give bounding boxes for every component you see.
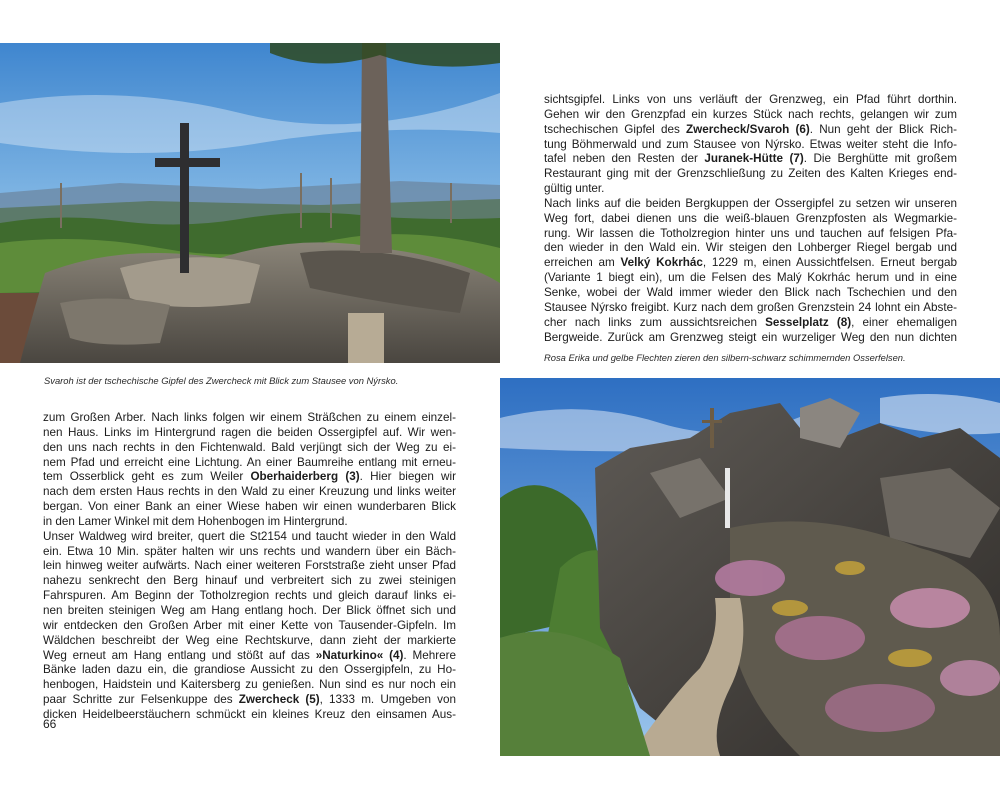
text-segment: Bänke laden dazu ein, die grandiose Aussicht zu den Ossergipfeln, zu Ho- xyxy=(43,663,456,677)
text-segment: Gehen wir den Grenzpfad ein kurzes Stück nach rechts, gelangen wir zum xyxy=(544,107,957,121)
text-segment: . Mehrere xyxy=(403,648,456,662)
text-segment: ein. Etwa 10 Min. später halten wir uns rechts und wandern über ein Bäch- xyxy=(43,544,456,558)
text-line xyxy=(544,241,957,256)
place-name: Sesselplatz (8) xyxy=(765,315,852,329)
text-segment: bergan. Von einer Bank an einer Wiese haben wir einen wunderbaren Blick xyxy=(43,500,456,514)
text-segment: paar Schritte zur Felsenkuppe des xyxy=(43,693,239,707)
text-line xyxy=(544,271,957,286)
place-name: Zwercheck/Svaroh (6) xyxy=(686,122,810,136)
text-segment: gültig unter. xyxy=(544,182,605,196)
text-line xyxy=(43,574,456,589)
text-line xyxy=(43,456,456,471)
text-line xyxy=(544,93,957,108)
text-line xyxy=(43,693,456,708)
text-segment: nach dem ersten Haus rechts in den Wald zu einer Kreuzung und links weiter xyxy=(43,485,456,499)
place-name: Zwercheck (5) xyxy=(238,693,320,707)
text-line xyxy=(43,530,456,545)
place-name: »Naturkino« (4) xyxy=(315,648,404,662)
text-segment: Senke, wobei der Wald immer wieder den Blick nach Tschechien und den xyxy=(544,285,957,299)
text-line xyxy=(43,426,456,441)
text-line xyxy=(43,500,456,515)
text-segment: henbogen, Haidstein und Kaitersberg zu genießen. Nun sind es nur noch ein xyxy=(43,678,456,692)
text-column-left xyxy=(43,411,456,723)
text-line xyxy=(43,678,456,693)
place-name: Oberhaiderberg (3) xyxy=(250,470,360,484)
text-segment: . Die Berghütte mit großem xyxy=(803,152,957,166)
text-segment: sichtsgipfel. Links von uns verläuft der Grenzweg, ein Pfad führt dorthin. xyxy=(544,93,957,106)
text-line xyxy=(544,212,957,227)
text-segment: zum Großen Arber. Nach links folgen wir einem Sträßchen zu einem einzel- xyxy=(43,411,456,424)
text-line xyxy=(544,138,957,153)
text-segment: tung Böhmerwald und zum Stausee von Nýrsko. Etwas weiter steht die Info- xyxy=(544,137,957,151)
place-name: Juranek-Hütte (7) xyxy=(704,152,804,166)
text-segment: wir entdecken den Großen Arber mit einer Kette von Tausender-Gipfeln. Im xyxy=(43,618,456,632)
text-line xyxy=(43,649,456,664)
text-line xyxy=(544,123,957,138)
text-line xyxy=(544,182,957,197)
text-line xyxy=(43,604,456,619)
text-segment: in den Lamer Winkel mit dem Hohenbogen im Hintergrund. xyxy=(43,514,348,528)
text-segment: (Variante 1 biegt ein), um die Felsen des Malý Kokrhác herum und in eine xyxy=(544,271,957,285)
text-line xyxy=(43,634,456,649)
text-segment: tafel neben den Resten der xyxy=(544,152,705,166)
text-line xyxy=(544,256,957,271)
text-segment: Stausee Nýrsko freigibt. Kurz nach dem großen Grenzstein 24 lohnt ein Abste- xyxy=(544,300,957,314)
text-line xyxy=(544,167,957,182)
text-line xyxy=(544,286,957,301)
text-line xyxy=(544,301,957,316)
photo-zwercheck-cross xyxy=(0,43,500,363)
text-segment: nen breiten steinigen Weg am Hang entlang hoch. Der Blick öffnet sich und xyxy=(43,603,456,617)
text-segment: Wäldchen beschreibt der Weg eine Rechtskurve, dann zieht der markierte xyxy=(43,633,456,647)
text-line xyxy=(544,152,957,167)
text-segment: den uns nach rechts in den Fichtenwald. Bald verjüngt sich der Weg zu ei- xyxy=(43,440,456,454)
text-segment: nem Pfad und erreicht eine Lichtung. An einer Baumreihe entlang mit erneu- xyxy=(43,455,456,469)
text-line xyxy=(43,441,456,456)
page-number: 66 xyxy=(43,717,57,731)
text-segment: lein hinweg weiter aufwärts. Nach einer weiteren Forststraße zieht unser Pfad xyxy=(43,559,456,573)
text-segment: tem Osserblick geht es zum Weiler xyxy=(43,470,251,484)
place-name: Velký Kokrhác xyxy=(620,256,703,270)
text-segment: cher nach links zum aussichtsreichen xyxy=(544,315,766,329)
text-segment: tschechischen Gipfel des xyxy=(544,122,687,136)
text-segment: Nach links auf die beiden Bergkuppen der Ossergipfel zu setzen wir unseren xyxy=(544,196,957,210)
text-segment: . Nun geht der Blick Rich- xyxy=(809,122,957,136)
text-line xyxy=(43,411,456,426)
text-line xyxy=(43,619,456,634)
text-segment: Weg fort, dabei dienen uns die weiß-blauen Grenzpfosten als Wegmarkie- xyxy=(544,211,957,225)
text-line xyxy=(43,708,456,723)
text-segment: . Hier biegen wir xyxy=(359,470,456,484)
text-segment: Unser Waldweg wird breiter, quert die St2154 und taucht wieder in den Wald xyxy=(43,529,456,543)
text-line xyxy=(544,227,957,242)
text-segment: den wieder in den Wald ein. Wir steigen den Lohberger Riegel bergab und xyxy=(544,241,957,255)
text-column-right xyxy=(544,93,957,345)
text-line xyxy=(43,589,456,604)
photo-osser-rocks xyxy=(500,378,1000,756)
text-segment: Bergweide. Zurück am Grenzweg steigt ein wurzeliger Weg den nun dichten xyxy=(544,330,957,344)
text-segment: , 1333 m. Umgeben von xyxy=(319,693,456,707)
text-line xyxy=(43,485,456,500)
caption-left: Svaroh ist der tschechische Gipfel des Zwercheck mit Blick zum Stausee von Nýrsko. xyxy=(44,375,399,386)
text-line xyxy=(43,470,456,485)
text-line xyxy=(43,559,456,574)
text-line xyxy=(544,108,957,123)
text-line xyxy=(544,316,957,331)
text-line xyxy=(43,663,456,678)
text-segment: nahezu senkrecht den Berg hinauf und verbreitert sich zu zwei steinigen xyxy=(43,574,456,588)
text-segment: Weg erneut am Hang entlang und stößt auf das xyxy=(43,648,316,662)
text-line xyxy=(544,197,957,212)
text-line xyxy=(544,331,957,346)
text-segment: rung. Wir lassen die Totholzregion hinter uns und tauchen auf felsigen Pfa- xyxy=(544,226,957,240)
text-segment: dicken Heidelbeerstäuchern schmückt ein kleines Kreuz den einsamen Aus- xyxy=(43,707,456,721)
text-segment: nen Haus. Links im Hintergrund ragen die beiden Ossergipfel auf. Wir wen- xyxy=(43,425,456,439)
text-line xyxy=(43,515,456,530)
text-segment: erreichen am xyxy=(544,256,621,270)
caption-right: Rosa Erika und gelbe Flechten zieren den silbern-schwarz schimmernden Osserfelsen. xyxy=(544,352,906,363)
text-segment: Fahrspuren. Am Beginn der Totholzregion rechts und gleich darauf links ei- xyxy=(43,589,456,603)
text-segment: , einer ehemaligen xyxy=(851,315,957,329)
text-segment: , 1229 m, einen Aussichtfelsen. Erneut bergab xyxy=(702,256,957,270)
text-segment: Restaurant ging mit der Grenzschließung zu Zeiten des Kalten Krieges end- xyxy=(544,167,957,181)
text-line xyxy=(43,545,456,560)
